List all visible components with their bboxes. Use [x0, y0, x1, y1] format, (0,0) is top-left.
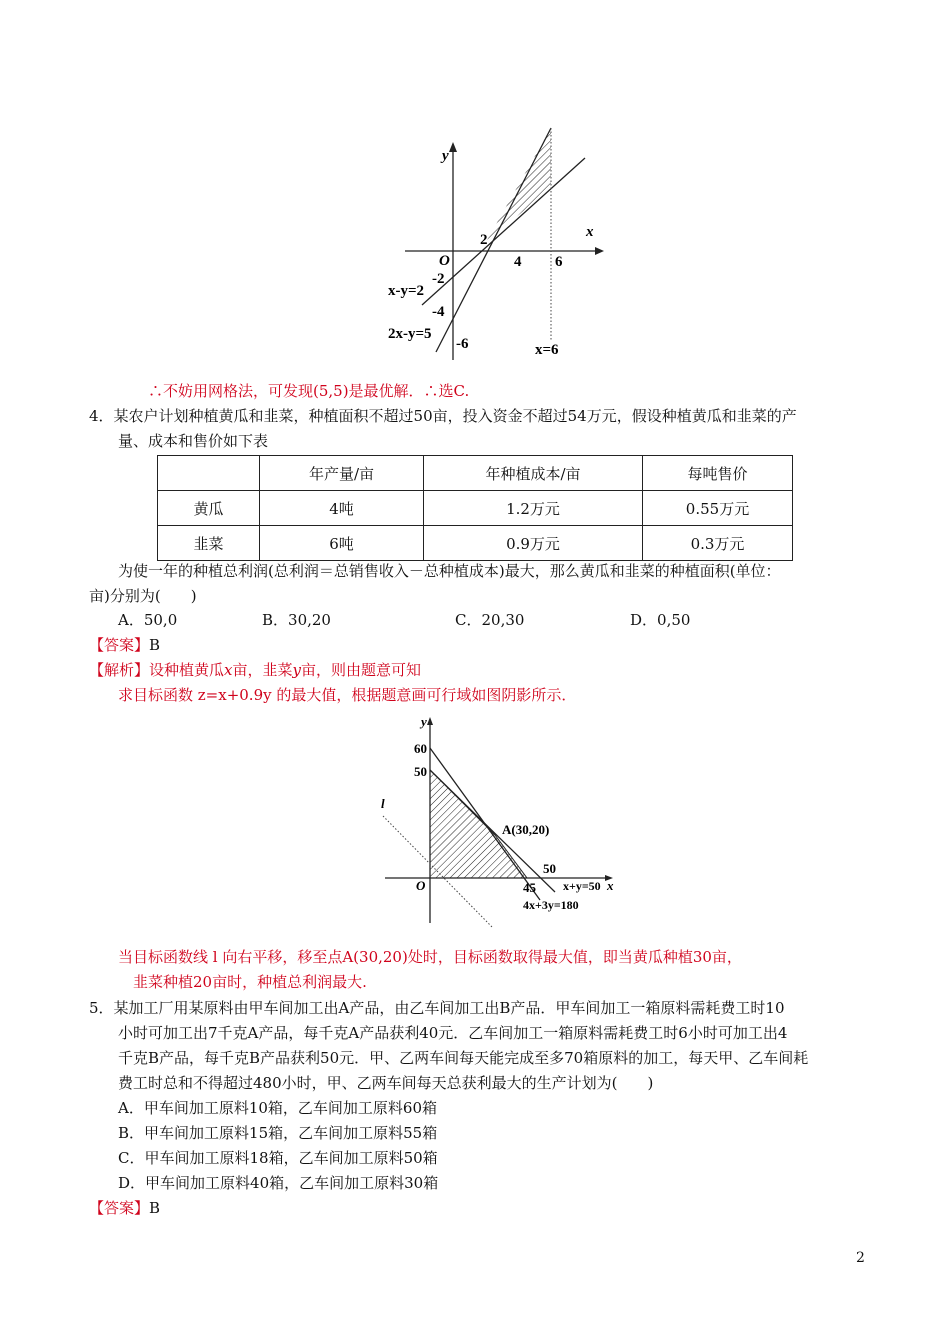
tick-2: 2 — [480, 232, 488, 248]
page-number: 2 — [856, 1250, 865, 1266]
q4-option-b: B．30,20 — [262, 611, 331, 629]
q4-stem-line1: 4．某农户计划种植黄瓜和韭菜，种植面积不超过50亩，投入资金不超过54万元，假设种植黄瓜和韭菜的产 — [89, 407, 797, 425]
analysis-tag: 【解析】 — [89, 661, 150, 679]
table-cell: 1.2万元 — [424, 491, 643, 526]
line1-label: x+y=50 — [563, 879, 601, 893]
q4-data-table — [157, 455, 793, 561]
q4-analysis-line3: 当目标函数线 l 向右平移，移至点A(30,20)处时，目标函数取得最大值，即当黄瓜种植30亩， — [118, 948, 742, 966]
q5-option-b: B．甲车间加工原料15箱，乙车间加工原料55箱 — [118, 1124, 438, 1142]
table-row — [158, 491, 793, 526]
tick-neg4: -4 — [432, 304, 445, 320]
q5-answer — [89, 1197, 160, 1218]
table-header-row — [158, 456, 793, 491]
q4-question-line2: 亩)分别为( ) — [89, 587, 197, 605]
origin-label: O — [416, 878, 426, 893]
table-cell: 韭菜 — [158, 526, 260, 561]
table-header-cell — [158, 456, 260, 491]
x-axis-label: x — [607, 878, 614, 893]
q5-option-d: D．甲车间加工原料40箱，乙车间加工原料30箱 — [118, 1174, 439, 1192]
var-y: y — [292, 661, 301, 679]
table-header-cell: 年种植成本/亩 — [424, 456, 643, 491]
q3-conclusion: ∴不妨用网格法，可发现(5,5)是最优解．∴选C. — [148, 382, 470, 400]
table-cell: 6吨 — [260, 526, 424, 561]
origin-label: O — [439, 253, 450, 269]
line3-label: x=6 — [535, 342, 559, 358]
q4-option-d: D．0,50 — [630, 611, 691, 629]
q5-stem-line1: 5．某加工厂用某原料由甲车间加工出A产品，由乙车间加工出B产品．甲车间加工一箱原料需耗费工时10 — [89, 999, 785, 1017]
line2-label: 4x+3y=180 — [523, 898, 579, 912]
y-axis-label: y — [421, 714, 427, 729]
tick-4: 4 — [514, 254, 522, 270]
q5-option-a: A．甲车间加工原料10箱，乙车间加工原料60箱 — [118, 1099, 438, 1117]
table-header-cell: 每吨售价 — [643, 456, 793, 491]
q5-stem-line2: 小时可加工出7千克A产品，每千克A产品获利40元．乙车间加工一箱原料需耗费工时6小时可加工出4 — [118, 1024, 788, 1042]
l-label: l — [381, 796, 385, 811]
line1-label: x-y=2 — [388, 283, 425, 299]
q5-stem-line3: 千克B产品，每千克B产品获利50元．甲、乙两车间每天能完成至多70箱原料的加工，每天甲、乙车间耗 — [118, 1049, 809, 1067]
q4-option-a: A．50,0 — [118, 611, 178, 629]
answer-tag: 【答案】 — [89, 1199, 150, 1217]
tick-60: 60 — [414, 741, 427, 756]
var-x: x — [224, 661, 233, 679]
q4-analysis-line1 — [89, 659, 421, 680]
q4-answer — [89, 634, 160, 655]
q5-option-c: C．甲车间加工原料18箱，乙车间加工原料50箱 — [118, 1149, 438, 1167]
q4-analysis-line2: 求目标函数 z=x+0.9y 的最大值，根据题意画可行域如图阴影所示． — [118, 686, 577, 704]
tick-neg2: -2 — [432, 271, 445, 287]
table-cell: 0.55万元 — [643, 491, 793, 526]
tick-50-y: 50 — [414, 764, 427, 779]
tick-50-x: 50 — [543, 861, 556, 876]
q4-question-line1: 为使一年的种植总利润(总利润＝总销售收入－总种植成本)最大，那么黄瓜和韭菜的种植面积(单位： — [118, 562, 781, 580]
tick-neg6: -6 — [456, 336, 469, 352]
figure-feasible-region-q4 — [365, 708, 625, 930]
q4-option-c: C．20,30 — [455, 611, 525, 629]
answer-value: B — [149, 636, 161, 654]
shaded-region — [486, 128, 551, 242]
table-cell: 0.9万元 — [424, 526, 643, 561]
analysis-text: 亩，则由题意可知 — [301, 661, 422, 679]
table-header-cell: 年产量/亩 — [260, 456, 424, 491]
x-axis-label: x — [586, 224, 594, 240]
table-cell: 黄瓜 — [158, 491, 260, 526]
analysis-text: 亩，韭菜 — [232, 661, 293, 679]
answer-tag: 【答案】 — [89, 636, 150, 654]
figure-feasible-region-q3 — [380, 120, 610, 365]
table-row — [158, 526, 793, 561]
line-x-minus-y-2 — [422, 158, 585, 305]
y-axis-label: y — [442, 148, 449, 164]
table-cell: 4吨 — [260, 491, 424, 526]
tick-6: 6 — [555, 254, 563, 270]
line2-label: 2x-y=5 — [388, 326, 432, 342]
point-a-label: A(30,20) — [502, 822, 550, 837]
analysis-text: 设种植黄瓜 — [149, 661, 225, 679]
table-cell: 0.3万元 — [643, 526, 793, 561]
q4-stem-line2: 量、成本和售价如下表 — [118, 432, 269, 450]
tick-45: 45 — [523, 880, 536, 895]
q5-stem-line4: 费工时总和不得超过480小时，甲、乙两车间每天总获利最大的生产计划为( ) — [118, 1074, 654, 1092]
q4-analysis-line4: 韭菜种植20亩时，种植总利润最大. — [133, 973, 367, 991]
answer-value: B — [149, 1199, 161, 1217]
